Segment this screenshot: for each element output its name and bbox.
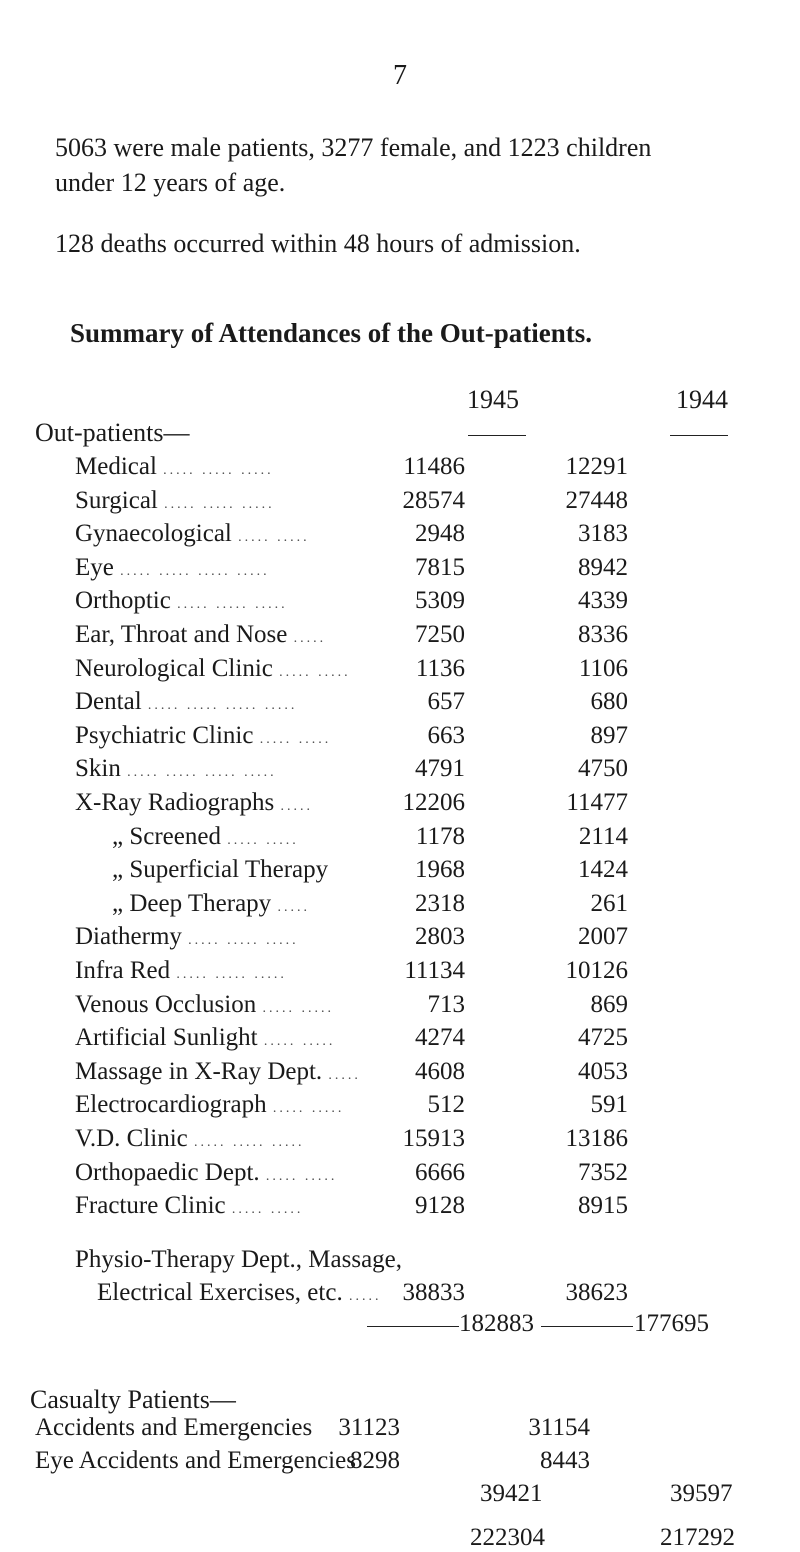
row-value-1945: 4274	[415, 1024, 465, 1051]
row-value-1944: 12291	[565, 453, 628, 480]
row-label	[75, 1192, 303, 1220]
row-value-1944: 7352	[578, 1159, 628, 1186]
row-label-text: X-Ray Radiographs	[75, 789, 275, 816]
row-value-1944: 4750	[578, 755, 628, 782]
leader-dots: ..... ..... .....	[176, 967, 287, 982]
row-label-text: Fracture Clinic	[75, 1192, 226, 1219]
summary-heading: Summary of Attendances of the Out-patients.	[70, 318, 592, 348]
row-value-1945: 11134	[404, 957, 465, 984]
row-label	[75, 957, 287, 985]
row-value-1944: 869	[590, 991, 628, 1018]
row-value-1944: 680	[590, 688, 628, 715]
row-value-1944: 3183	[578, 520, 628, 547]
row-label	[75, 655, 351, 683]
leader-dots: ..... .....	[272, 1101, 345, 1116]
row-label-text: Psychiatric Clinic	[75, 722, 254, 749]
row-label-text: „ Screened	[112, 823, 221, 850]
row-value-1944: 13186	[565, 1125, 628, 1152]
leader-dots: .....	[277, 900, 310, 915]
leader-dots: ..... ..... .....	[164, 497, 275, 512]
leader-dots: ..... .....	[265, 1169, 338, 1184]
row-label	[75, 1125, 305, 1153]
row-label-text: Medical	[75, 453, 157, 480]
row-value-1945: 2318	[415, 890, 465, 917]
row-label	[75, 520, 310, 548]
row-label-text: Electrocardiograph	[75, 1091, 267, 1118]
row-value-1945: 4608	[415, 1058, 465, 1085]
row-value-1945: 28574	[402, 487, 465, 514]
row-value-1944: 897	[590, 722, 628, 749]
casualty-subtotal-1945: 39421	[480, 1480, 543, 1507]
row-value-1945: 5309	[415, 587, 465, 614]
casualty-row-value-1945: 31123	[338, 1414, 400, 1441]
physio-label-line-1: Physio-Therapy Dept., Massage,	[75, 1246, 403, 1273]
row-value-1945: 7250	[415, 621, 465, 648]
row-value-1945: 657	[427, 688, 465, 715]
leader-dots: ..... ..... ..... .....	[120, 564, 270, 579]
row-label	[75, 688, 297, 716]
row-value-1944: 591	[590, 1091, 628, 1118]
casualty-subtotal-1944: 39597	[670, 1480, 733, 1507]
row-label-text: Gynaecological	[75, 520, 232, 547]
row-value-1945: 1178	[415, 823, 465, 850]
outpatients-section-title: Out-patients—	[35, 418, 190, 447]
row-value-1945: 6666	[415, 1159, 465, 1186]
leader-dots: ..... .....	[238, 530, 310, 545]
physio-1944-value: 38623	[565, 1279, 628, 1306]
leader-dots: .....	[293, 631, 327, 646]
row-label-text: Ear, Throat and Nose	[75, 621, 288, 648]
intro-line-2: under 12 years of age.	[55, 168, 286, 197]
row-value-1944: 11477	[566, 789, 628, 816]
row-label-text: Orthopaedic Dept.	[75, 1159, 260, 1186]
leader-dots: ..... .....	[227, 833, 299, 848]
row-value-1945: 12206	[402, 789, 465, 816]
casualty-row-value-1945: 8298	[350, 1447, 400, 1474]
row-value-1945: 9128	[415, 1192, 465, 1219]
row-value-1944: 1106	[578, 655, 628, 682]
physio-1945-value: 38833	[402, 1279, 465, 1306]
row-value-1944: 8336	[578, 621, 628, 648]
row-label-text: Dental	[75, 688, 142, 715]
leader-dots: ..... .....	[279, 665, 351, 680]
row-value-1945: 2948	[415, 520, 465, 547]
leader-dots: .....	[328, 1068, 361, 1083]
leader-dots: ..... .....	[259, 732, 332, 747]
row-label-text: Surgical	[75, 487, 158, 514]
casualty-row-label: Eye Accidents and Emergencies	[35, 1447, 356, 1474]
row-value-1945: 11486	[403, 453, 465, 480]
deaths-statement: 128 deaths occurred within 48 hours of admission.	[55, 229, 581, 258]
row-label-text: Skin	[75, 755, 121, 782]
row-value-1945: 1136	[415, 655, 465, 682]
row-value-1944: 10126	[565, 957, 628, 984]
row-label	[112, 856, 328, 884]
row-value-1944: 8942	[578, 554, 628, 581]
outpatients-subtotal-1944: 177695	[634, 1310, 709, 1337]
leader-dots: ..... ..... .....	[194, 1135, 305, 1150]
row-label	[112, 823, 299, 851]
row-label	[75, 1024, 335, 1052]
row-label-text: Eye	[75, 554, 114, 581]
row-value-1945: 663	[427, 722, 465, 749]
row-value-1944: 27448	[565, 487, 628, 514]
casualty-row-value-1944: 8443	[540, 1447, 590, 1474]
intro-line-1: 5063 were male patients, 3277 female, and 1223 children	[55, 133, 652, 162]
row-value-1944: 2007	[578, 923, 628, 950]
row-label-text: Diathermy	[75, 923, 182, 950]
row-label	[75, 587, 288, 615]
header-rule-1944	[670, 435, 728, 436]
row-value-1944: 4339	[578, 587, 628, 614]
row-label	[75, 991, 334, 1019]
leader-dots: ..... ..... .....	[177, 597, 288, 612]
leader-dots: .....	[280, 799, 314, 814]
row-label-text: „ Deep Therapy	[112, 890, 272, 917]
leader-dots: ..... .....	[231, 1202, 304, 1217]
row-value-1945: 713	[427, 991, 465, 1018]
row-label-text: Artificial Sunlight	[75, 1024, 258, 1051]
row-label	[75, 487, 275, 515]
row-label-text: Infra Red	[75, 957, 171, 984]
row-label	[75, 923, 299, 951]
row-label	[75, 453, 274, 481]
row-value-1944: 4053	[578, 1058, 628, 1085]
casualty-row-value-1944: 31154	[528, 1414, 590, 1441]
header-rule-1945	[468, 435, 526, 436]
leader-dots: ..... .....	[262, 1001, 334, 1016]
grand-total-1945: 222304	[470, 1524, 545, 1551]
outpatients-subtotal-1945: 182883	[459, 1310, 534, 1337]
row-label	[75, 789, 313, 817]
year-1945-header: 1945	[467, 385, 519, 414]
row-label	[75, 554, 270, 582]
casualty-row-label: Accidents and Emergencies	[35, 1414, 313, 1441]
year-1944-header: 1944	[676, 385, 728, 414]
leader-dots: ..... .....	[263, 1034, 336, 1049]
leader-dots: .....	[348, 1289, 382, 1304]
row-label-text: Massage in X-Ray Dept.	[75, 1058, 323, 1085]
subtotal-rule-outpatients-1944	[541, 1326, 633, 1327]
row-label-text: „ Superficial Therapy	[112, 856, 329, 883]
row-value-1945: 2803	[415, 923, 465, 950]
row-value-1944: 261	[590, 890, 628, 917]
row-value-1944: 1424	[578, 856, 628, 883]
casualty-section-title: Casualty Patients—	[30, 1385, 236, 1414]
row-label-text: Venous Occlusion	[75, 991, 257, 1018]
row-label	[112, 890, 310, 918]
row-label	[75, 1091, 344, 1119]
row-label	[75, 722, 331, 750]
leader-dots: ..... ..... ..... .....	[127, 765, 277, 780]
leader-dots: ..... ..... .....	[163, 463, 274, 478]
row-value-1945: 4791	[415, 755, 465, 782]
row-label-text: Orthoptic	[75, 587, 171, 614]
row-label	[75, 621, 326, 649]
row-value-1945: 15913	[402, 1125, 465, 1152]
row-value-1944: 8915	[578, 1192, 628, 1219]
physio-label-text: Electrical Exercises, etc.	[97, 1279, 343, 1306]
row-value-1945: 1968	[415, 856, 465, 883]
row-value-1945: 512	[427, 1091, 465, 1118]
physio-label-line-2	[97, 1279, 381, 1307]
row-label-text: V.D. Clinic	[75, 1125, 188, 1152]
row-value-1944: 4725	[578, 1024, 628, 1051]
grand-total-1944: 217292	[660, 1524, 735, 1551]
leader-dots: ..... ..... ..... .....	[147, 698, 298, 713]
row-label	[75, 755, 277, 783]
row-label	[75, 1058, 361, 1086]
row-value-1944: 2114	[578, 823, 628, 850]
leader-dots: ..... ..... .....	[188, 933, 299, 948]
page-number: 7	[393, 60, 407, 91]
row-label	[75, 1159, 337, 1187]
row-label-text: Neurological Clinic	[75, 655, 273, 682]
row-value-1945: 7815	[415, 554, 465, 581]
subtotal-rule-outpatients-1945	[367, 1326, 459, 1327]
